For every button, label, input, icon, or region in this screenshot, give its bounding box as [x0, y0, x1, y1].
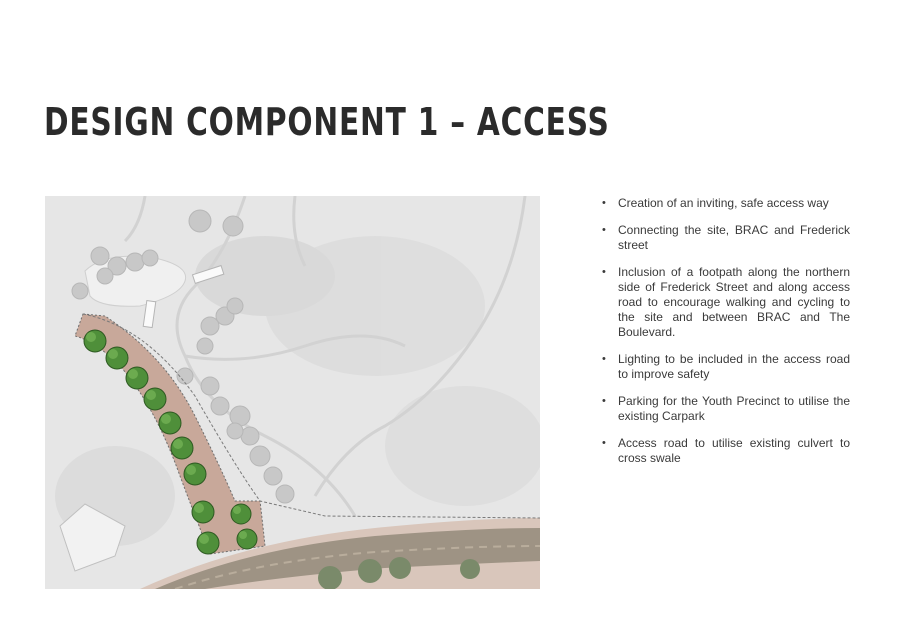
bullet-item: • Parking for the Youth Precinct to utilise the existing Carpark: [600, 394, 850, 424]
bullet-item: • Access road to utilise existing culvert to cross swale: [600, 436, 850, 466]
bullet-item: • Lighting to be included in the access road to improve safety: [600, 352, 850, 382]
site-plan-map: [45, 196, 540, 589]
bullet-item: • Inclusion of a footpath along the northern side of Frederick Street and along access road to encourage walking and cycling to the site and between BRAC and The Boulevard.: [600, 265, 850, 340]
bullet-item: • Creation of an inviting, safe access way: [600, 196, 850, 211]
bullet-item: • Connecting the site, BRAC and Frederick street: [600, 223, 850, 253]
access-bullet-list: [600, 196, 850, 478]
page-title: DESIGN COMPONENT 1 – ACCESS: [44, 100, 610, 144]
site-plan-illustration: [45, 196, 540, 589]
